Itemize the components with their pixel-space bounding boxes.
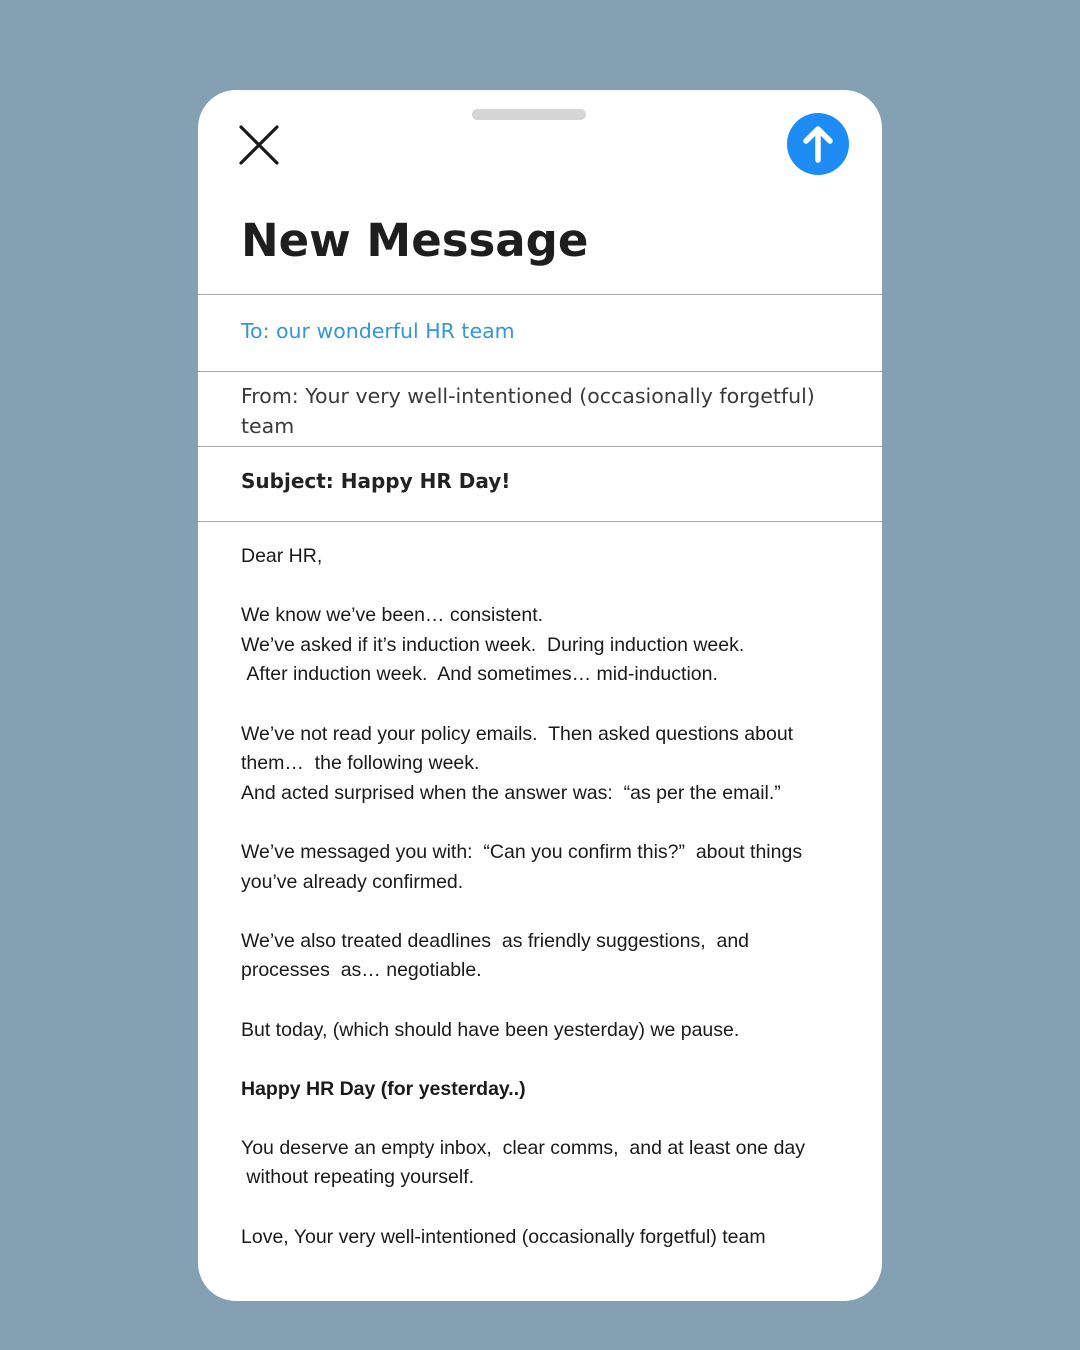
greeting — [241, 542, 851, 572]
body-line: But today, (which should have been yesterday) we pause. — [241, 1018, 740, 1041]
body-line: We’ve messaged you with: “Can you confirm this?” about things — [241, 840, 803, 863]
body-paragraph — [241, 927, 851, 986]
body-line: We know we’ve been… consistent. — [241, 604, 544, 627]
from-field[interactable]: From: Your very well-intentioned (occasionally forgetful) team — [241, 384, 815, 438]
body-line: them… the following week. — [241, 752, 480, 775]
body-line: We’ve not read your policy emails. Then asked questions about — [241, 722, 794, 745]
body-paragraph — [241, 1134, 851, 1193]
divider — [198, 371, 882, 372]
close-button[interactable] — [236, 122, 282, 168]
body-line: without repeating yourself. — [241, 1166, 475, 1189]
body-paragraph — [241, 1075, 851, 1105]
body-line: We’ve also treated deadlines as friendly suggestions, and — [241, 929, 750, 952]
close-icon — [236, 122, 282, 168]
arrow-up-icon — [787, 113, 849, 175]
body-line: You deserve an empty inbox, clear comms, and at least one day — [241, 1136, 806, 1159]
body-line: And acted surprised when the answer was: “as per the email.” — [241, 781, 781, 804]
to-field[interactable]: To: our wonderful HR team — [241, 319, 515, 343]
compose-sheet — [198, 90, 882, 1301]
body-line: you’ve already confirmed. — [241, 870, 464, 893]
body-paragraph — [241, 601, 851, 690]
divider — [198, 446, 882, 447]
body-line: We’ve asked if it’s induction week. During induction week. — [241, 633, 745, 656]
divider — [198, 521, 882, 522]
subject-field[interactable]: Subject: Happy HR Day! — [241, 469, 511, 493]
send-button[interactable] — [787, 113, 849, 175]
drag-handle[interactable] — [472, 109, 586, 120]
body-paragraph — [241, 838, 851, 897]
page-title: New Message — [241, 214, 589, 267]
body-line: processes as… negotiable. — [241, 959, 482, 982]
body-line: Love, Your very well-intentioned (occasionally forgetful) team — [241, 1225, 766, 1248]
signoff — [241, 1223, 851, 1253]
divider — [198, 294, 882, 295]
body-paragraph — [241, 1016, 851, 1046]
body-line: Dear HR, — [241, 545, 323, 567]
body-paragraph — [241, 720, 851, 809]
message-body[interactable] — [241, 542, 851, 1282]
highlight-line: Happy HR Day (for yesterday..) — [241, 1077, 526, 1100]
body-line: After induction week. And sometimes… mid-induction. — [241, 663, 718, 686]
